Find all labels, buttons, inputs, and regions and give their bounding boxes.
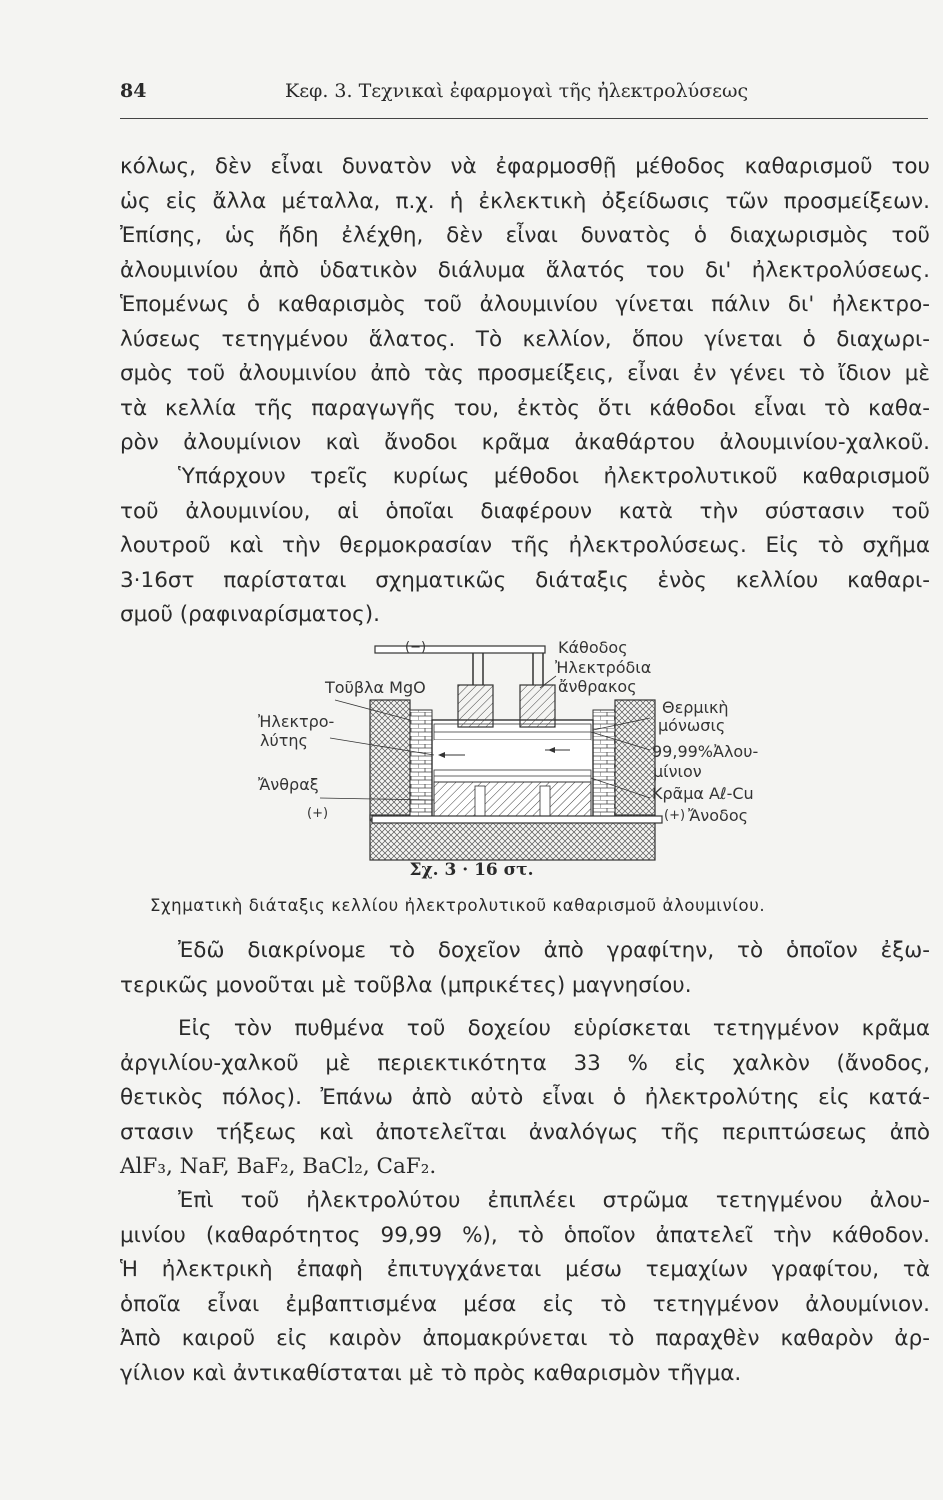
text-line: σμὸς τοῦ ἀλουμινίου ἀπὸ τὰς προσμείξεις, εἶναι ἐν γένει τὸ ἴδιον μὲ [120, 361, 930, 386]
electrodes-label: Ἠλεκτρόδια [555, 658, 652, 677]
text-line: Ἐδῶ διακρίνομε τὸ δοχεῖον ἀπὸ γραφίτην, τὸ ὁποῖον ἐξω- [178, 938, 930, 963]
text-line: κόλως, δὲν εἶναι δυνατὸν νὰ ἐφαρμοσθῇ μέθοδος καθαρισμοῦ του [120, 154, 930, 179]
figure-caption: Σχηματικὴ διάταξις κελλίου ἠλεκτρολυτικοῦ καθαρισμοῦ ἀλουμινίου. [150, 896, 766, 915]
text-line: Ὑπάρχουν τρεῖς κυρίως μέθοδοι ἠλεκτρολυτικοῦ καθαρισμοῦ [178, 464, 930, 489]
paragraph-2 [120, 460, 930, 633]
brick-label: Τοῦβλα MgO [325, 678, 426, 697]
text-line: AlF₃, NaF, BaF₂, BaCl₂, CaF₂. [120, 1154, 437, 1179]
text-line: Εἰς τὸν πυθμένα τοῦ δοχείου εὑρίσκεται τετηγμένον κρᾶμα [178, 1016, 930, 1041]
alloy-label: Κρᾶμα Aℓ-Cu [652, 784, 754, 803]
text-line: Ἡ ἠλεκτρικὴ ἐπαφὴ ἐπιτυγχάνεται μέσω τεμαχίων γραφίτου, τὰ [120, 1257, 930, 1282]
text-line: ἀργιλίου-χαλκοῦ μὲ περιεκτικότητα 33 % εἰς χαλκὸν (ἄνοδος, [120, 1050, 930, 1076]
electrolyte-label-1: Ἠλεκτρο- [258, 712, 335, 731]
text-line: θετικὸς πόλος). Ἐπάνω ἀπὸ αὐτὸ εἶναι ὁ ἠλεκτρολύτης εἰς κατά- [120, 1085, 930, 1110]
text-line: Ἑπομένως ὁ καθαρισμὸς τοῦ ἀλουμινίου γίνεται πάλιν δι' ἠλεκτρο- [120, 292, 930, 317]
electrolyte-label-2: λύτης [260, 731, 308, 750]
anode-label: Ἄνοδος [688, 806, 748, 825]
page-number: 84 [120, 80, 147, 102]
graphite-bottom [434, 782, 591, 818]
text-line: Ἐπὶ τοῦ ἠλεκτρολύτου ἐπιπλέει στρῶμα τετηγμένου ἀλου- [178, 1188, 930, 1213]
running-title: Κεφ. 3. Τεχνικαὶ ἐφαρμογαὶ τῆς ἠλεκτρολύσεως [285, 80, 749, 102]
thermal-insulation-label-2: μόνωσις [658, 716, 726, 735]
right-brick-wall [593, 710, 615, 820]
paragraph-5 [120, 1184, 930, 1391]
text-line: στασιν τήξεως καὶ ἀποτελεῖται ἀναλόγως τῆς περιπτώσεως ἀπὸ [120, 1119, 930, 1145]
carbon-electrode-right [520, 685, 555, 727]
anode-bus-bar [372, 816, 662, 823]
minus-terminal-label: (−) [405, 640, 427, 655]
text-line: τοῦ ἀλουμινίου, αἱ ὁποῖαι διαφέρουν κατὰ τὴν σύστασιν τοῦ [120, 498, 930, 524]
plus-terminal-label-right: (+) [664, 808, 686, 823]
figure-number: Σχ. 3 · 16 στ. [409, 860, 534, 880]
text-line: Ἀπὸ καιροῦ εἰς καιρὸν ἀπομακρύνεται τὸ παραχθὲν καθαρὸν ἀρ- [120, 1326, 930, 1351]
text-line: ρὸν ἀλουμίνιον καὶ ἄνοδοι κρᾶμα ἀκαθάρτου ἀλουμινίου-χαλκοῦ. [120, 430, 930, 455]
text-line: λύσεως τετηγμένου ἅλατος. Τὸ κελλίον, ὅπου γίνεται ὁ διαχωρι- [120, 326, 930, 352]
header-rule [120, 118, 928, 119]
carbon-anthrax-label: Ἄνθραξ [258, 775, 319, 794]
paragraph-1 [120, 150, 930, 461]
text-line: γίλιον καὶ ἀντικαθίσταται μὲ τὸ πρὸς καθαρισμὸν τῆγμα. [120, 1360, 742, 1386]
paragraph-3 [120, 934, 930, 1003]
text-line: τερικῶς μονοῦται μὲ τοῦβλα (μπρικέτες) μαγνησίου. [120, 972, 692, 998]
cell-diagram [250, 640, 810, 880]
text-line: λουτροῦ καὶ τὴν θερμοκρασίαν τῆς ἠλεκτρολύσεως. Εἰς τὸ σχῆμα [120, 533, 930, 558]
text-line: ὡς εἰς ἄλλα μέταλλα, π.χ. ἡ ἐκλεκτικὴ ὀξείδωσις τῶν προσμείξεων. [120, 188, 930, 214]
carbon-electrode-left [458, 685, 493, 727]
page-header [120, 74, 930, 114]
text-line: ὁποῖα εἶναι ἐμβαπτισμένα μέσα εἰς τὸ τετηγμένον ἀλουμίνιον. [120, 1291, 930, 1317]
paragraph-4 [120, 1012, 930, 1185]
thermal-insulation-label-1: Θερμικὴ [662, 698, 729, 717]
text-line: μινίου (καθαρότητος 99,99 %), τὸ ὁποῖον ἀπατελεῖ τὴν κάθοδον. [120, 1222, 930, 1248]
cathode-bus-bar [375, 646, 545, 653]
aluminium-label-2: μίνιον [653, 762, 702, 781]
carbon-label: ἄνθρακος [558, 677, 637, 696]
plus-terminal-label: (+) [307, 806, 329, 821]
text-line: τὰ κελλία τῆς παραγωγῆς του, ἐκτὸς ὅτι κάθοδοι εἶναι τὸ καθα- [120, 395, 930, 421]
text-line: Ἐπίσης, ὡς ἤδη ἐλέχθη, δὲν εἶναι δυνατὸς ὁ διαχωρισμὸς τοῦ [120, 223, 930, 248]
text-line: σμοῦ (ραφιναρίσματος). [120, 602, 380, 627]
text-line: 3·16στ παρίσταται σχηματικῶς διάταξις ἑνὸς κελλίου καθαρι- [120, 567, 930, 593]
aluminium-label-1: 99,99%Ἀλου- [652, 742, 759, 761]
left-brick-wall [410, 710, 432, 820]
cathode-label: Κάθοδος [558, 638, 628, 657]
text-line: ἀλουμινίου ἀπὸ ὑδατικὸν διάλυμα ἅλατός του δι' ἠλεκτρολύσεως. [120, 257, 930, 283]
